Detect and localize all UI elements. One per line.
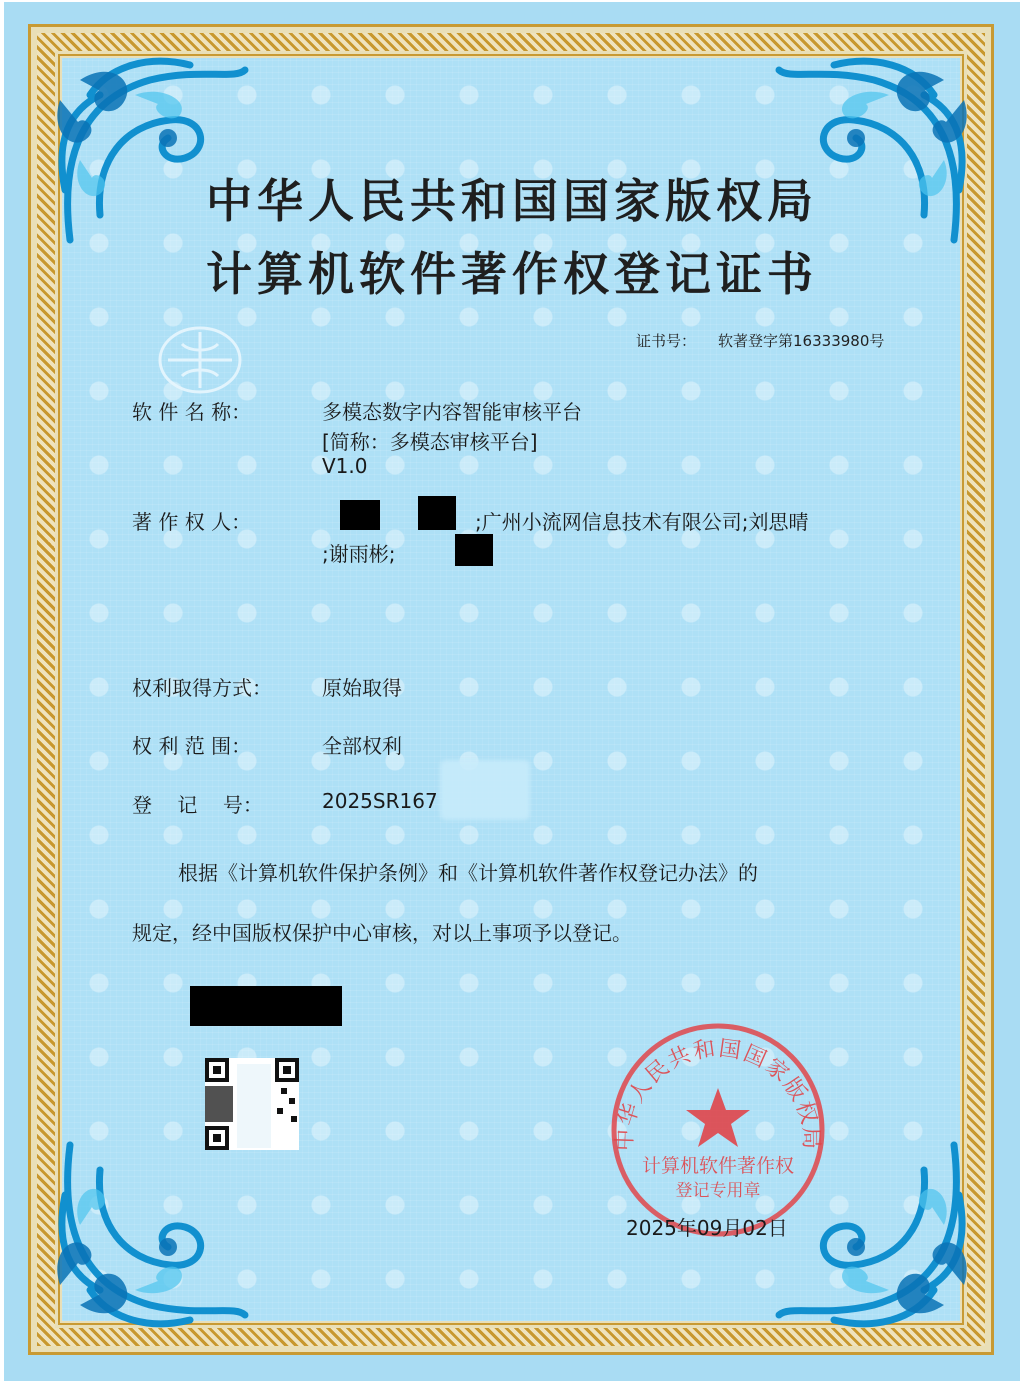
registration-number-label: 登 记 号： bbox=[132, 793, 263, 817]
emblem-watermark-icon bbox=[140, 318, 260, 398]
qr-code-icon bbox=[205, 1058, 299, 1150]
seal-inner-line1: 计算机软件著作权 bbox=[641, 1155, 795, 1177]
seal-outer-text: 中华人民共和国国家版权局 bbox=[612, 1036, 824, 1152]
corner-ornament-bottom-left bbox=[40, 1135, 250, 1345]
software-name-value: 多模态数字内容智能审核平台 bbox=[322, 400, 582, 424]
signature-redaction bbox=[190, 986, 342, 1026]
certificate-title-line2: 计算机软件著作权登记证书 bbox=[206, 247, 818, 301]
software-version-value: V1.0 bbox=[322, 454, 368, 478]
redaction-block bbox=[418, 496, 456, 530]
body-paragraph-line1: 根据《计算机软件保护条例》和《计算机软件著作权登记办法》的 bbox=[178, 861, 758, 885]
redaction-block bbox=[340, 500, 380, 530]
software-short-name-value: [简称：多模态审核平台] bbox=[322, 430, 538, 454]
registration-number-value: 2025SR167 bbox=[322, 789, 438, 813]
software-name-label: 软 件 名 称： bbox=[132, 400, 252, 424]
certificate-number-value: 软著登字第16333980号 bbox=[718, 332, 885, 350]
certificate-title-line1: 中华人民共和国国家版权局 bbox=[206, 174, 818, 228]
scope-value: 全部权利 bbox=[322, 734, 402, 758]
owner-value-line2: ;谢雨彬; bbox=[322, 542, 396, 566]
owner-label: 著 作 权 人： bbox=[132, 510, 252, 534]
acquire-label: 权利取得方式： bbox=[132, 676, 272, 700]
seal-inner-line2: 登记专用章 bbox=[675, 1181, 761, 1201]
certificate-number-label: 证书号： bbox=[636, 332, 697, 350]
blurred-area bbox=[440, 760, 530, 820]
issue-date: 2025年09月02日 bbox=[626, 1216, 788, 1240]
body-paragraph-line2: 规定，经中国版权保护中心审核，对以上事项予以登记。 bbox=[132, 921, 632, 945]
acquire-value: 原始取得 bbox=[322, 676, 402, 700]
owner-value-line1: ;广州小流网信息技术有限公司;刘思晴 bbox=[475, 510, 809, 534]
scope-label: 权 利 范 围： bbox=[132, 734, 252, 758]
redaction-block bbox=[455, 534, 493, 566]
certificate-number bbox=[636, 330, 884, 351]
